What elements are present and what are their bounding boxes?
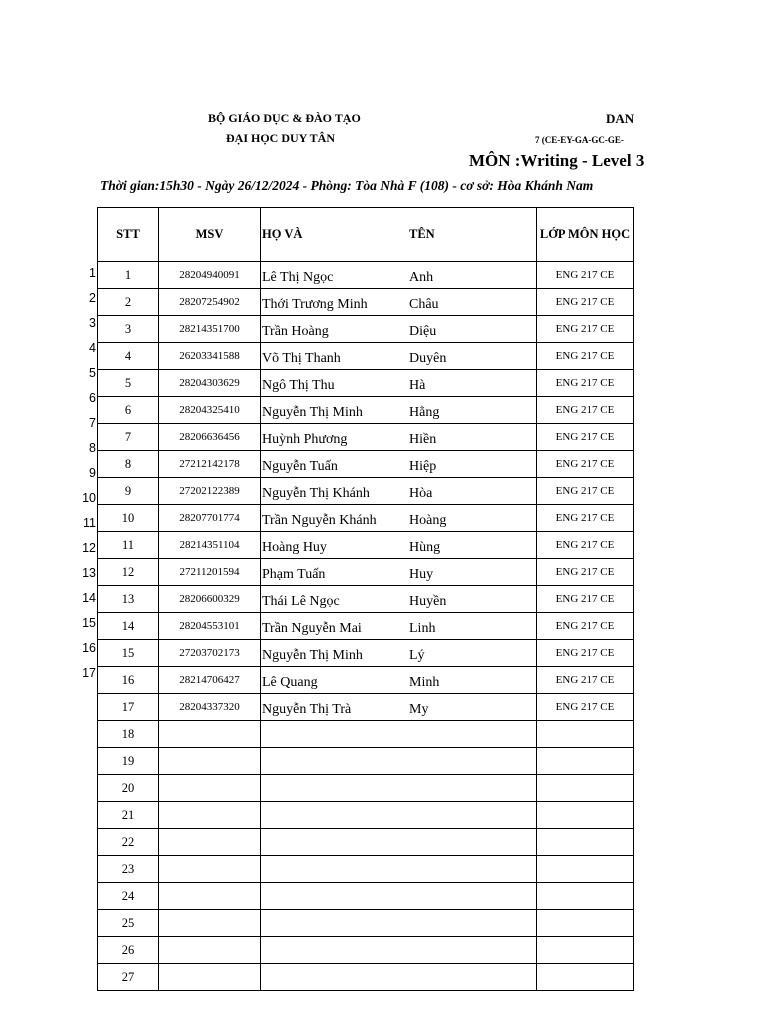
cell-ten [408, 883, 537, 910]
university-name: ĐẠI HỌC DUY TÂN [226, 131, 336, 145]
cell-msv [159, 883, 261, 910]
cell-ten: Hoàng [408, 505, 537, 532]
cell-ten: Duyên [408, 343, 537, 370]
table-row [98, 802, 634, 829]
table-row [98, 343, 634, 370]
cell-ten [408, 937, 537, 964]
cell-msv [159, 802, 261, 829]
cell-lop: ENG 217 CE [537, 559, 634, 586]
subject-title: MÔN :Writing - Level 3 [469, 151, 645, 170]
table-row [98, 559, 634, 586]
table-row [98, 883, 634, 910]
cell-ten [408, 802, 537, 829]
cell-lop [537, 910, 634, 937]
row-number-label: 4 [89, 341, 96, 355]
cell-stt: 16 [98, 667, 159, 694]
table-row [98, 613, 634, 640]
cell-ho: Thái Lê Ngọc [261, 586, 409, 613]
row-number-label: 9 [89, 466, 96, 480]
cell-ten [408, 856, 537, 883]
cell-lop: ENG 217 CE [537, 640, 634, 667]
cell-lop [537, 964, 634, 991]
cell-lop: ENG 217 CE [537, 532, 634, 559]
col-header-msv: MSV [159, 208, 261, 262]
cell-ho: Lê Quang [261, 667, 409, 694]
table-row [98, 856, 634, 883]
cell-ho [261, 802, 409, 829]
cell-lop [537, 775, 634, 802]
cell-lop: ENG 217 CE [537, 667, 634, 694]
cell-stt: 27 [98, 964, 159, 991]
cell-ho [261, 775, 409, 802]
table-row [98, 910, 634, 937]
cell-msv: 28206600329 [159, 586, 261, 613]
table-row [98, 748, 634, 775]
row-number-label: 7 [89, 416, 96, 430]
cell-ho [261, 964, 409, 991]
cell-ten: Anh [408, 262, 537, 289]
row-number-label: 15 [82, 616, 96, 630]
cell-msv: 28204337320 [159, 694, 261, 721]
cell-lop: ENG 217 CE [537, 397, 634, 424]
cell-stt: 11 [98, 532, 159, 559]
document-title: DAN [606, 111, 635, 126]
cell-msv: 28204303629 [159, 370, 261, 397]
cell-msv: 28204940091 [159, 262, 261, 289]
table-row [98, 262, 634, 289]
cell-stt: 12 [98, 559, 159, 586]
table-row [98, 370, 634, 397]
cell-msv [159, 937, 261, 964]
cell-lop [537, 829, 634, 856]
row-number-label: 14 [82, 591, 96, 605]
row-number-label: 11 [83, 516, 96, 530]
cell-ten: Huy [408, 559, 537, 586]
cell-ten: Hòa [408, 478, 537, 505]
cell-lop: ENG 217 CE [537, 451, 634, 478]
cell-msv: 27212142178 [159, 451, 261, 478]
cell-ten: Châu [408, 289, 537, 316]
row-number-label: 5 [89, 366, 96, 380]
cell-stt: 7 [98, 424, 159, 451]
cell-msv: 28214351700 [159, 316, 261, 343]
cell-ten [408, 721, 537, 748]
cell-ho: Huỳnh Phương [261, 424, 409, 451]
cell-lop [537, 748, 634, 775]
cell-ten [408, 910, 537, 937]
table-row [98, 964, 634, 991]
cell-ho [261, 721, 409, 748]
cell-stt: 6 [98, 397, 159, 424]
ministry-name: BỘ GIÁO DỤC & ĐÀO TẠO [208, 111, 361, 125]
cell-stt: 22 [98, 829, 159, 856]
cell-ten [408, 829, 537, 856]
table-row [98, 532, 634, 559]
cell-ho: Ngô Thị Thu [261, 370, 409, 397]
row-number-label: 2 [89, 291, 96, 305]
row-number-label: 13 [82, 566, 96, 580]
cell-stt: 15 [98, 640, 159, 667]
cell-ten: Hiệp [408, 451, 537, 478]
class-codes: 7 (CE-EY-GA-GC-GE- [535, 135, 624, 145]
cell-stt: 3 [98, 316, 159, 343]
cell-stt: 10 [98, 505, 159, 532]
cell-msv: 27211201594 [159, 559, 261, 586]
table-row [98, 829, 634, 856]
table-row [98, 721, 634, 748]
table-row [98, 694, 634, 721]
cell-ho: Trần Nguyễn Mai [261, 613, 409, 640]
cell-msv [159, 856, 261, 883]
table-row [98, 478, 634, 505]
cell-ten: Hà [408, 370, 537, 397]
cell-ten: Linh [408, 613, 537, 640]
cell-ho: Nguyễn Thị Trà [261, 694, 409, 721]
cell-msv: 28204553101 [159, 613, 261, 640]
row-number-label: 12 [82, 541, 96, 555]
cell-ho: Hoàng Huy [261, 532, 409, 559]
table-row [98, 640, 634, 667]
cell-msv: 28207701774 [159, 505, 261, 532]
cell-lop: ENG 217 CE [537, 613, 634, 640]
cell-stt: 24 [98, 883, 159, 910]
cell-msv [159, 829, 261, 856]
cell-msv [159, 721, 261, 748]
cell-ten [408, 964, 537, 991]
cell-ten: Hằng [408, 397, 537, 424]
table-row [98, 424, 634, 451]
row-number-label: 1 [89, 266, 96, 280]
cell-stt: 20 [98, 775, 159, 802]
cell-msv: 27202122389 [159, 478, 261, 505]
cell-msv [159, 910, 261, 937]
col-header-ten: TÊN [408, 208, 537, 262]
cell-ho: Nguyễn Thị Minh [261, 397, 409, 424]
cell-stt: 13 [98, 586, 159, 613]
cell-ho: Trần Hoàng [261, 316, 409, 343]
cell-stt: 9 [98, 478, 159, 505]
cell-lop: ENG 217 CE [537, 505, 634, 532]
cell-stt: 1 [98, 262, 159, 289]
cell-stt: 14 [98, 613, 159, 640]
col-header-stt: STT [98, 208, 159, 262]
table-row [98, 451, 634, 478]
col-header-ho: HỌ VÀ [261, 208, 409, 262]
cell-msv: 26203341588 [159, 343, 261, 370]
table-row [98, 775, 634, 802]
cell-ten: Diệu [408, 316, 537, 343]
cell-msv [159, 964, 261, 991]
row-number-label: 6 [89, 391, 96, 405]
cell-stt: 18 [98, 721, 159, 748]
cell-lop: ENG 217 CE [537, 289, 634, 316]
cell-ho: Võ Thị Thanh [261, 343, 409, 370]
cell-ten: Lý [408, 640, 537, 667]
col-header-lop: LỚP MÔN HỌC [537, 208, 634, 262]
cell-ten: Hiền [408, 424, 537, 451]
cell-ho [261, 829, 409, 856]
cell-lop [537, 937, 634, 964]
table-header-row [98, 208, 634, 262]
cell-lop [537, 856, 634, 883]
cell-ho: Trần Nguyễn Khánh [261, 505, 409, 532]
cell-stt: 17 [98, 694, 159, 721]
table-row [98, 505, 634, 532]
table-row [98, 289, 634, 316]
row-number-label: 3 [89, 316, 96, 330]
cell-lop: ENG 217 CE [537, 424, 634, 451]
cell-msv: 28207254902 [159, 289, 261, 316]
cell-ho: Thới Trương Minh [261, 289, 409, 316]
cell-lop: ENG 217 CE [537, 316, 634, 343]
cell-lop [537, 883, 634, 910]
cell-ho [261, 748, 409, 775]
cell-ten: Hùng [408, 532, 537, 559]
cell-msv [159, 775, 261, 802]
cell-lop: ENG 217 CE [537, 586, 634, 613]
cell-ten: Minh [408, 667, 537, 694]
cell-lop [537, 802, 634, 829]
table-row [98, 397, 634, 424]
cell-ho: Nguyễn Thị Minh [261, 640, 409, 667]
cell-ho [261, 856, 409, 883]
cell-ho [261, 910, 409, 937]
cell-ten [408, 748, 537, 775]
cell-ten: Huyền [408, 586, 537, 613]
cell-msv: 28206636456 [159, 424, 261, 451]
table-row [98, 667, 634, 694]
cell-msv: 28214706427 [159, 667, 261, 694]
cell-ho: Lê Thị Ngọc [261, 262, 409, 289]
cell-ten [408, 775, 537, 802]
exam-info: Thời gian:15h30 - Ngày 26/12/2024 - Phòng: Tòa Nhà F (108) - cơ sở: Hòa Khánh Nam [100, 178, 594, 193]
cell-stt: 26 [98, 937, 159, 964]
student-roster-table [97, 207, 634, 991]
cell-ten: My [408, 694, 537, 721]
cell-stt: 21 [98, 802, 159, 829]
cell-lop: ENG 217 CE [537, 478, 634, 505]
table-row [98, 586, 634, 613]
cell-stt: 5 [98, 370, 159, 397]
cell-lop: ENG 217 CE [537, 694, 634, 721]
cell-msv [159, 748, 261, 775]
row-number-label: 8 [89, 441, 96, 455]
cell-msv: 27203702173 [159, 640, 261, 667]
cell-msv: 28214351104 [159, 532, 261, 559]
cell-ho: Nguyễn Tuấn [261, 451, 409, 478]
cell-msv: 28204325410 [159, 397, 261, 424]
cell-stt: 19 [98, 748, 159, 775]
cell-stt: 4 [98, 343, 159, 370]
cell-ho [261, 883, 409, 910]
cell-lop: ENG 217 CE [537, 262, 634, 289]
cell-ho: Phạm Tuấn [261, 559, 409, 586]
row-number-label: 16 [82, 641, 96, 655]
cell-lop [537, 721, 634, 748]
table-row [98, 316, 634, 343]
cell-stt: 23 [98, 856, 159, 883]
cell-ho: Nguyễn Thị Khánh [261, 478, 409, 505]
row-number-label: 10 [82, 491, 96, 505]
row-number-label: 17 [82, 666, 96, 680]
cell-lop: ENG 217 CE [537, 343, 634, 370]
cell-stt: 25 [98, 910, 159, 937]
table-row [98, 937, 634, 964]
cell-stt: 2 [98, 289, 159, 316]
cell-lop: ENG 217 CE [537, 370, 634, 397]
cell-stt: 8 [98, 451, 159, 478]
cell-ho [261, 937, 409, 964]
